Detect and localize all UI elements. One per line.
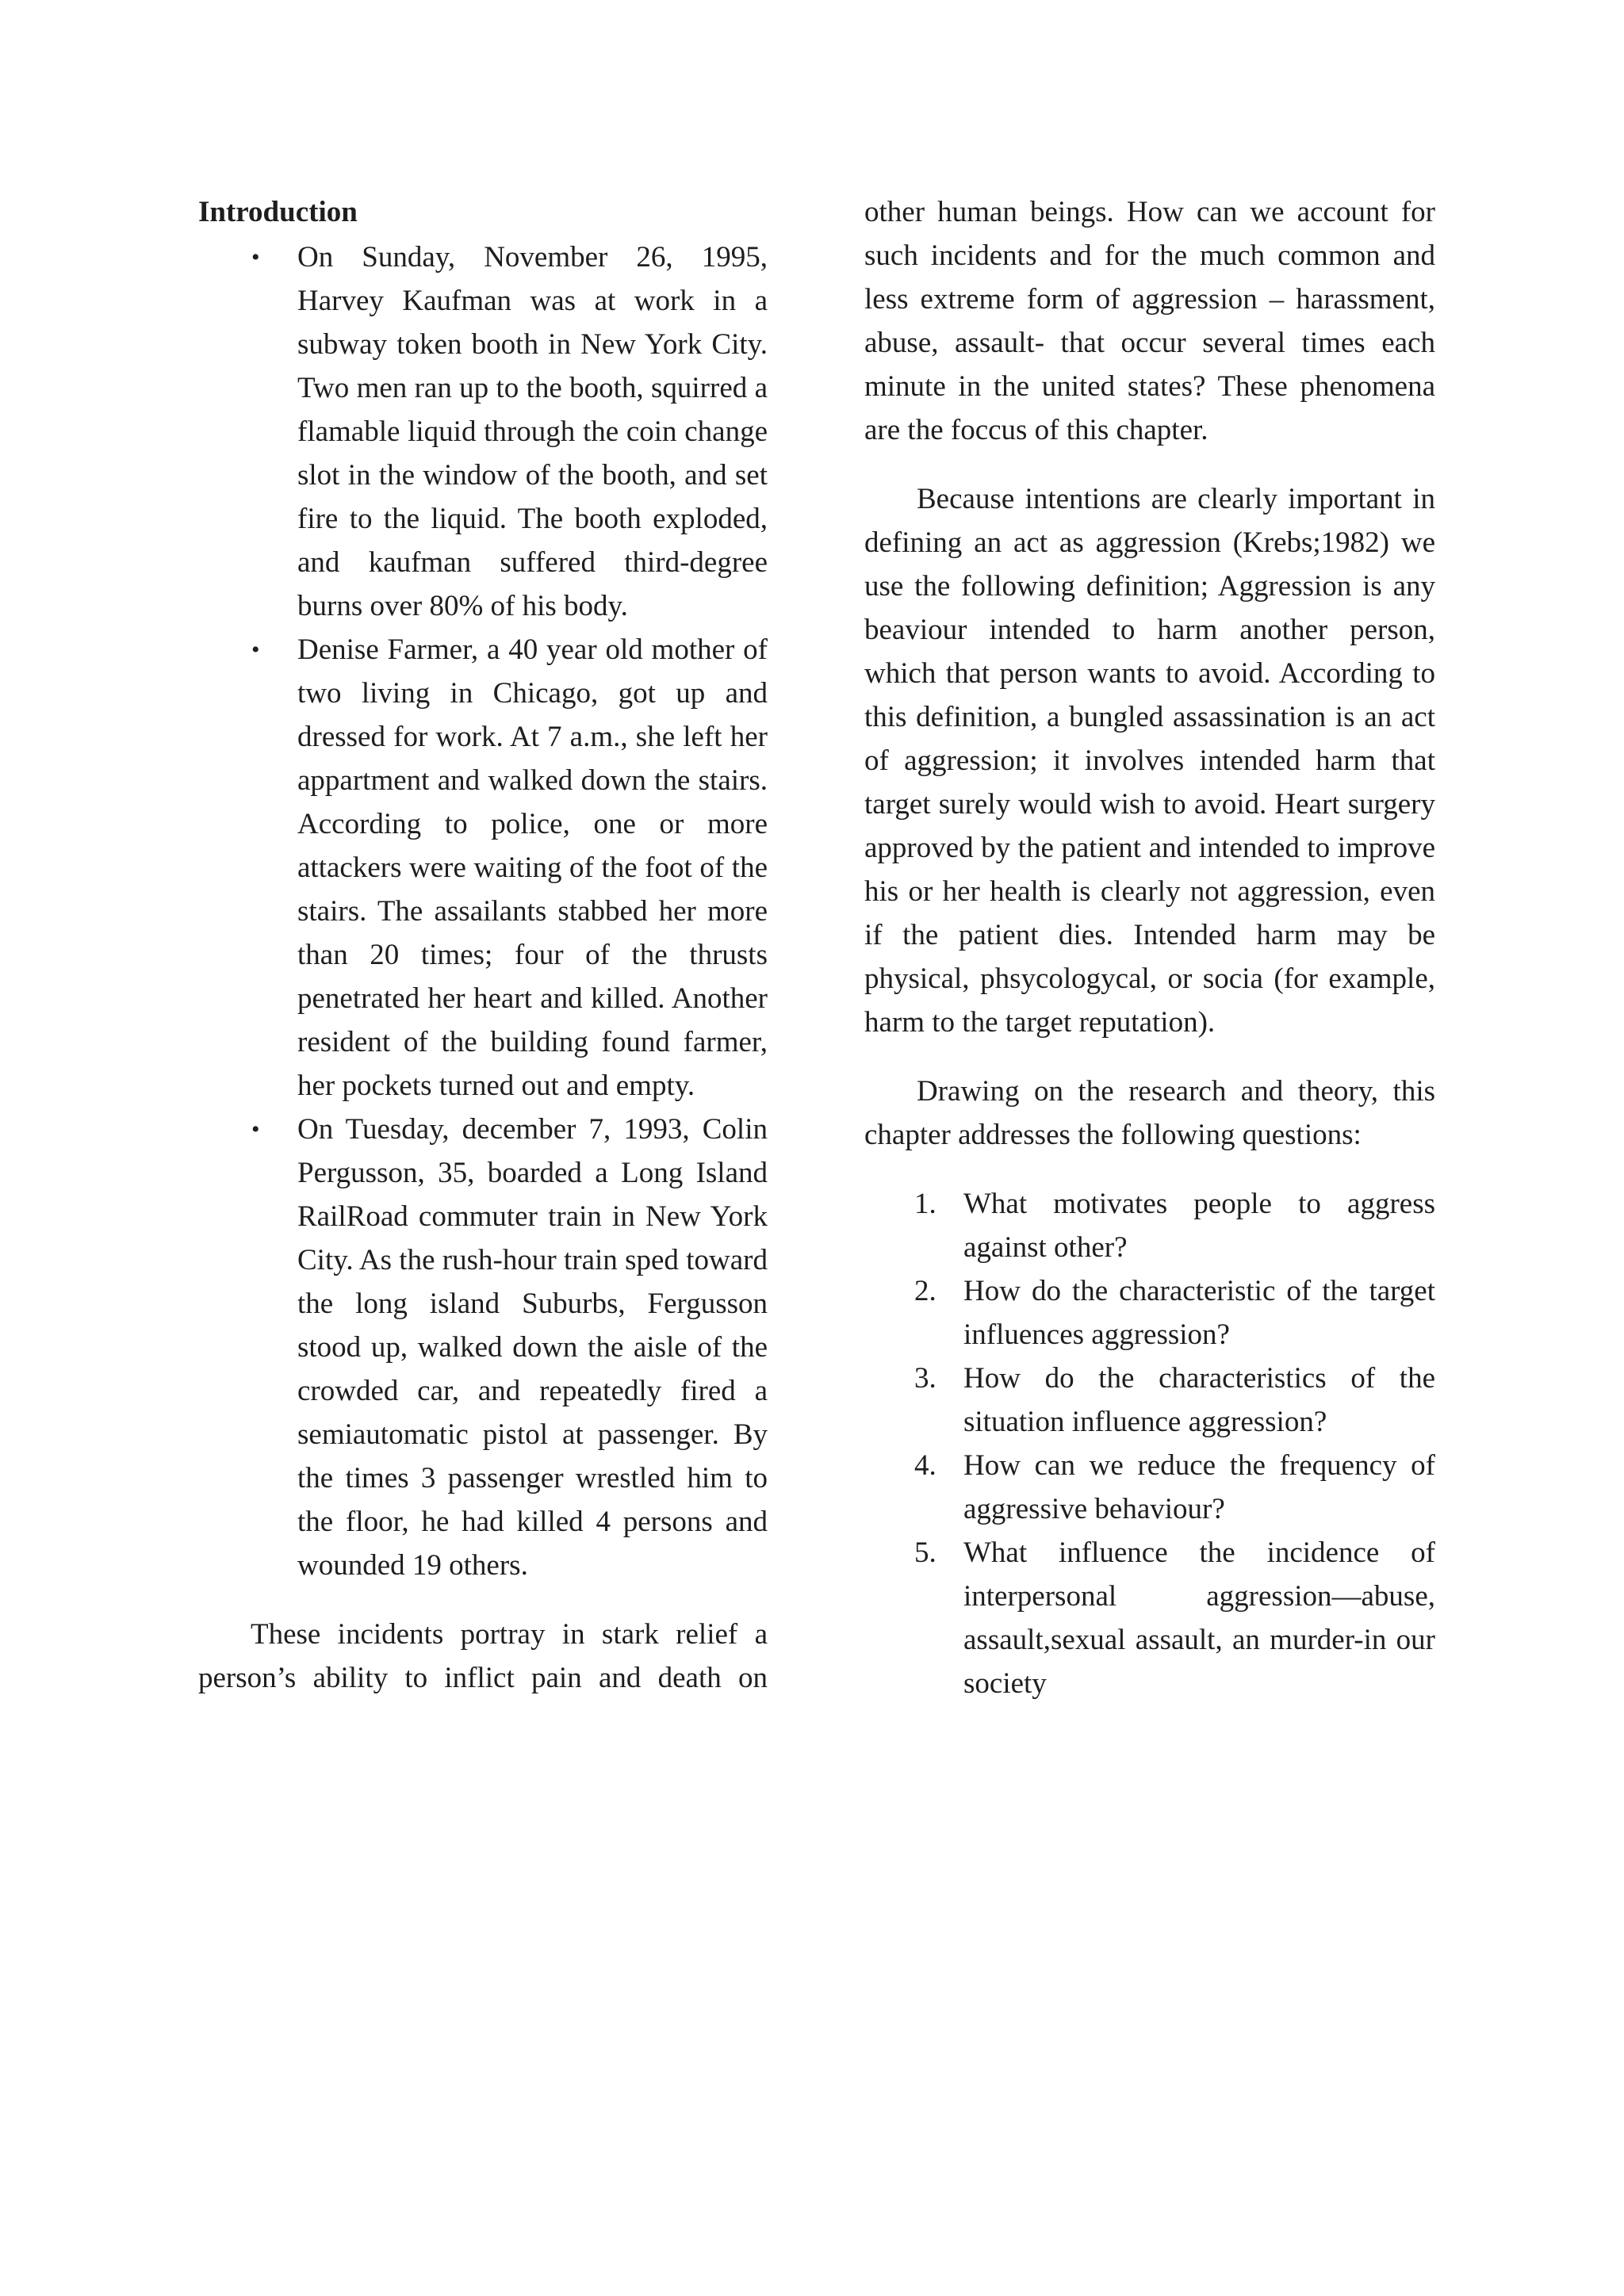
list-item (864, 1269, 1435, 1357)
incident-list (198, 235, 768, 1587)
questions-intro: Drawing on the research and theory, this chapter addresses the following questions: (864, 1075, 1435, 1151)
question-number: 2. (914, 1275, 936, 1307)
list-item (198, 235, 768, 628)
list-item (864, 1531, 1435, 1705)
bullet-icon: • (251, 1116, 260, 1142)
question-number: 4. (914, 1449, 936, 1482)
list-item (198, 628, 768, 1108)
definition-paragraph: Because intentions are clearly important in defining an act as aggression (Krebs;1982) we use the following definition; Aggression is any beaviour intended to harm another person, which that person wants to avoid. According to this definition, a bungled assassination is an act of aggression; it involves intended harm that target surely would wish to avoid. Heart surgery approved by the patient and intended to improve his or her health is clearly not aggression, even if the patient dies. Intended harm may be physical, phsycologycal, or socia (for example, harm to the target reputation). (864, 483, 1435, 1039)
section-heading: Introduction (198, 196, 358, 228)
question-text: How do the characteristics of the situation influence aggression? (963, 1362, 1435, 1438)
incident-text: Denise Farmer, a 40 year old mother of two living in Chicago, got up and dressed for work. At 7 a.m., she left her appartment and walked down the stairs. According to police, one or more attackers were waiting of the foot of the stairs. The assailants stabbed her more than 20 times; four of the thrusts penetrated her heart and killed. Another resident of the building found farmer, her pockets turned out and empty. (297, 633, 768, 1102)
list-item (864, 1357, 1435, 1444)
list-item (864, 1182, 1435, 1269)
incident-text: On Sunday, November 26, 1995, Harvey Kaufman was at work in a subway token booth in New York City. Two men ran up to the booth, squirred a flamable liquid through the coin change slot in the window of the booth, and set fire to the liquid. The booth exploded, and kaufman suffered third-degree burns over 80% of his body. (297, 241, 768, 622)
incident-text: On Tuesday, december 7, 1993, Colin Pergusson, 35, boarded a Long Island RailRoad commuter train in New York City. As the rush-hour train sped toward the long island Suburbs, Fergusson stood up, walked down the aisle of the crowded car, and repeatedly fired a semiautomatic pistol at passenger. By the times 3 passenger wrestled him to the floor, he had killed 4 persons and wounded 19 others. (297, 1113, 768, 1582)
bullet-icon: • (251, 244, 260, 270)
right-column (864, 190, 1435, 1705)
question-text: What influence the incidence of interpersonal aggression—abuse, assault,sexual assault, an murder-in our society (963, 1536, 1435, 1700)
list-item (198, 1108, 768, 1587)
question-number: 3. (914, 1362, 936, 1395)
question-text: What motivates people to aggress against other? (963, 1188, 1435, 1264)
left-column (198, 190, 768, 1700)
closing-paragraph: These incidents portray in stark relief a person’s ability to inflict pain and death on (198, 1618, 768, 1694)
question-text: How do the characteristic of the target influences aggression? (963, 1275, 1435, 1351)
list-item (864, 1444, 1435, 1531)
continuation-paragraph: other human beings. How can we account for such incidents and for the much common and less extreme form of aggression – harassment, abuse, assault- that occur several times each minute in the united states? These phenomena are the foccus of this chapter. (864, 196, 1435, 446)
question-text: How can we reduce the frequency of aggressive behaviour? (963, 1449, 1435, 1525)
questions-list (864, 1182, 1435, 1705)
bullet-icon: • (251, 637, 260, 663)
question-number: 5. (914, 1536, 936, 1569)
question-number: 1. (914, 1188, 936, 1220)
